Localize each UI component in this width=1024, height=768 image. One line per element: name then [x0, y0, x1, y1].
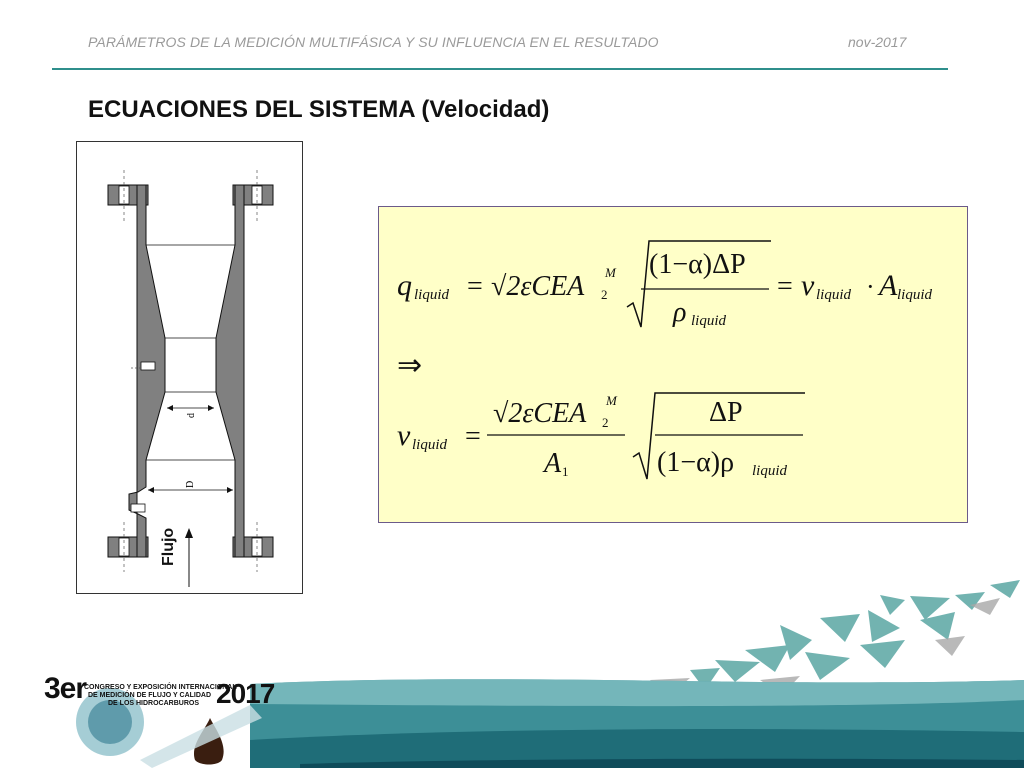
- logo-line-1: CONGRESO Y EXPOSICIÓN INTERNACIONAL: [84, 684, 237, 691]
- eq1-v: v: [801, 269, 815, 302]
- slide-title: ECUACIONES DEL SISTEMA (Velocidad): [88, 96, 550, 123]
- header-presentation-title: PARÁMETROS DE LA MEDICIÓN MULTIFÁSICA Y SU INFLUENCIA EN EL RESULTADO: [88, 34, 659, 50]
- implies-symbol: ⇒: [397, 349, 423, 382]
- eq2-equals: =: [465, 421, 481, 452]
- eq2-subscript-1: 1: [562, 464, 569, 479]
- dimension-label-d: d: [186, 413, 197, 418]
- eq2-coefficient: √2εCEA: [493, 398, 587, 429]
- eq2-v-subscript: liquid: [412, 437, 448, 453]
- logo-year: 2017: [216, 678, 275, 709]
- eq1-equals: =: [467, 271, 483, 302]
- eq2-subscript-2: 2: [602, 415, 609, 430]
- logo-line-2: DE MEDICIÓN DE FLUJO Y CALIDAD: [88, 692, 212, 699]
- eq1-superscript-M: M: [605, 265, 616, 280]
- eq1-rho-subscript: liquid: [691, 313, 727, 329]
- eq1-q: q: [397, 269, 412, 302]
- eq1-A-subscript: liquid: [897, 287, 933, 303]
- eq2-A1: A: [544, 448, 562, 479]
- header-date: nov-2017: [848, 34, 907, 50]
- logo-edition: 3er: [44, 672, 87, 705]
- dimension-label-D: D: [185, 480, 196, 488]
- eq1-numerator: (1−α)ΔP: [649, 249, 746, 280]
- eq1-subscript-2: 2: [601, 287, 608, 302]
- congress-logo: [30, 668, 280, 768]
- eq2-denominator: (1−α)ρ: [657, 447, 735, 478]
- eq1-v-subscript: liquid: [816, 287, 852, 303]
- eq1-A: A: [879, 269, 898, 302]
- eq1-rho: ρ: [673, 297, 687, 328]
- logo-line-3: DE LOS HIDROCARBUROS: [108, 700, 200, 707]
- eq1-coefficient: √2εCEA: [491, 271, 585, 302]
- flow-label: Flujo: [160, 527, 177, 566]
- eq2-superscript-M: M: [606, 393, 617, 408]
- eq1-dot: ·: [866, 272, 875, 301]
- eq1-equals-2: =: [777, 271, 793, 302]
- eq2-v: v: [397, 419, 411, 452]
- eq1-q-subscript: liquid: [414, 287, 450, 303]
- eq2-numerator: ΔP: [709, 397, 743, 428]
- eq2-rho-subscript: liquid: [752, 463, 788, 479]
